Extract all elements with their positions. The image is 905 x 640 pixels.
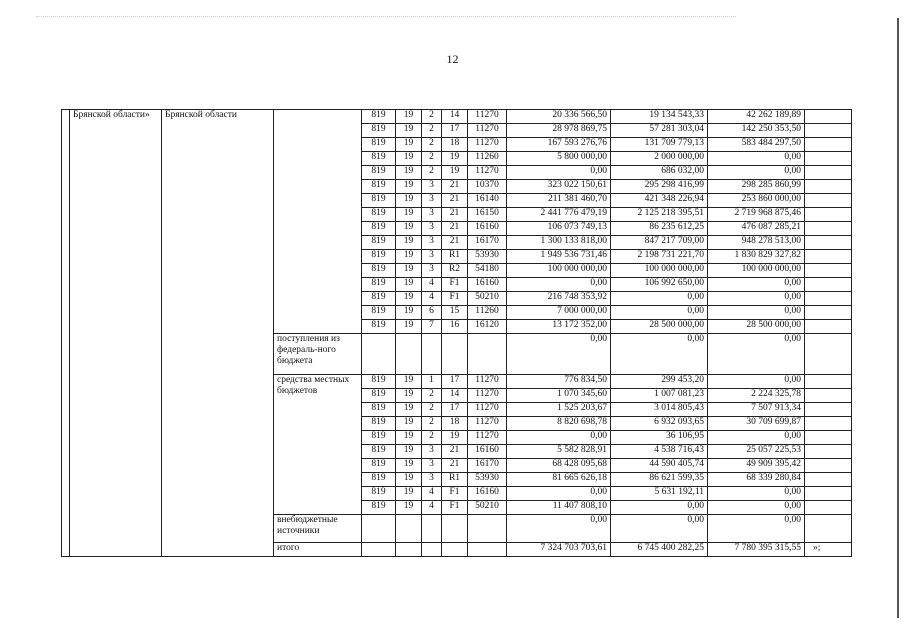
ministry-code: 819 xyxy=(362,306,396,320)
value-2019: 2 441 776 479,19 xyxy=(507,208,611,222)
section-code: 19 xyxy=(396,292,422,306)
value-2019: 776 834,50 xyxy=(507,375,611,389)
extra-column xyxy=(805,236,852,250)
ministry-code: 819 xyxy=(362,278,396,292)
value-2020: 0,00 xyxy=(611,292,708,306)
value-2021: 253 860 000,00 xyxy=(708,194,805,208)
value-2019: 20 336 566,50 xyxy=(507,110,611,124)
value-2019: 1 949 536 731,46 xyxy=(507,250,611,264)
extra-column xyxy=(805,487,852,501)
subsection-code: 4 xyxy=(422,278,442,292)
section-code: 19 xyxy=(396,375,422,389)
item-code: 16140 xyxy=(468,194,507,208)
ministry-code: 819 xyxy=(362,487,396,501)
item-code: 16160 xyxy=(468,278,507,292)
closing-quote: »; xyxy=(805,543,852,557)
value-2021: 0,00 xyxy=(708,515,805,543)
value-2020: 6 932 093,65 xyxy=(611,417,708,431)
section-code: 19 xyxy=(396,320,422,334)
section-code: 19 xyxy=(396,264,422,278)
ministry-code: 819 xyxy=(362,180,396,194)
program-code: 21 xyxy=(442,459,468,473)
value-2020: 19 134 543,33 xyxy=(611,110,708,124)
item-code: 11270 xyxy=(468,431,507,445)
funding-source: внебюджетные источники xyxy=(274,515,362,543)
extra-column xyxy=(805,473,852,487)
section-code: 19 xyxy=(396,222,422,236)
program-code xyxy=(442,515,468,543)
ministry-code: 819 xyxy=(362,445,396,459)
subsection-code: 2 xyxy=(422,166,442,180)
item-code: 16160 xyxy=(468,487,507,501)
value-2019: 7 000 000,00 xyxy=(507,306,611,320)
item-code: 50210 xyxy=(468,501,507,515)
value-2020: 686 032,00 xyxy=(611,166,708,180)
subsection-code: 4 xyxy=(422,501,442,515)
item-code: 10370 xyxy=(468,180,507,194)
section-code: 19 xyxy=(396,417,422,431)
value-2019: 211 381 460,70 xyxy=(507,194,611,208)
item-code: 11270 xyxy=(468,110,507,124)
item-code: 16160 xyxy=(468,445,507,459)
extra-column xyxy=(805,431,852,445)
value-2020: 0,00 xyxy=(611,334,708,375)
scan-artifact-line xyxy=(36,16,736,23)
subsection-code: 3 xyxy=(422,250,442,264)
value-2021: 68 339 280,84 xyxy=(708,473,805,487)
subsection-code: 2 xyxy=(422,431,442,445)
item-code: 11270 xyxy=(468,403,507,417)
subsection-code: 2 xyxy=(422,138,442,152)
program-code: 21 xyxy=(442,194,468,208)
subsection-code: 2 xyxy=(422,403,442,417)
value-2021: 0,00 xyxy=(708,166,805,180)
section-code: 19 xyxy=(396,487,422,501)
value-2019: 5 800 000,00 xyxy=(507,152,611,166)
funding-source xyxy=(274,110,362,334)
item-code: 16150 xyxy=(468,208,507,222)
value-2020: 100 000 000,00 xyxy=(611,264,708,278)
item-code: 11260 xyxy=(468,152,507,166)
section-code: 19 xyxy=(396,501,422,515)
item-code xyxy=(468,515,507,543)
executor-name: Брянской области xyxy=(162,110,274,557)
value-2019: 8 820 698,78 xyxy=(507,417,611,431)
value-2021: 0,00 xyxy=(708,306,805,320)
subsection-code: 3 xyxy=(422,180,442,194)
ministry-code: 819 xyxy=(362,152,396,166)
ministry-code: 819 xyxy=(362,459,396,473)
ministry-code: 819 xyxy=(362,473,396,487)
value-2021: 0,00 xyxy=(708,487,805,501)
value-2021: 0,00 xyxy=(708,501,805,515)
item-code: 11270 xyxy=(468,375,507,389)
extra-column xyxy=(805,417,852,431)
value-2019: 167 593 276,76 xyxy=(507,138,611,152)
subsection-code: 2 xyxy=(422,124,442,138)
ministry-code: 819 xyxy=(362,320,396,334)
value-2021-total: 7 780 395 315,55 xyxy=(708,543,805,557)
subprogram-name: Брянской области» xyxy=(70,110,162,557)
subsection-code: 1 xyxy=(422,375,442,389)
value-2020: 28 500 000,00 xyxy=(611,320,708,334)
section-code: 19 xyxy=(396,208,422,222)
ministry-code: 819 xyxy=(362,194,396,208)
value-2021: 28 500 000,00 xyxy=(708,320,805,334)
extra-column xyxy=(805,124,852,138)
program-code: R1 xyxy=(442,250,468,264)
value-2019: 0,00 xyxy=(507,487,611,501)
ministry-code: 819 xyxy=(362,264,396,278)
section-code: 19 xyxy=(396,306,422,320)
total-empty-code xyxy=(396,543,422,557)
section-code: 19 xyxy=(396,389,422,403)
subsection-code: 3 xyxy=(422,208,442,222)
program-code: R2 xyxy=(442,264,468,278)
extra-column xyxy=(805,292,852,306)
subsection-code: 2 xyxy=(422,152,442,166)
ministry-code: 819 xyxy=(362,236,396,250)
item-code: 11270 xyxy=(468,124,507,138)
ministry-code: 819 xyxy=(362,124,396,138)
value-2020: 2 198 731 221,70 xyxy=(611,250,708,264)
section-code: 19 xyxy=(396,180,422,194)
program-code: 19 xyxy=(442,152,468,166)
item-code: 11270 xyxy=(468,389,507,403)
value-2020: 0,00 xyxy=(611,501,708,515)
program-code: 21 xyxy=(442,236,468,250)
value-2021: 948 278 513,00 xyxy=(708,236,805,250)
item-code: 16160 xyxy=(468,222,507,236)
section-code xyxy=(396,334,422,375)
value-2021: 0,00 xyxy=(708,431,805,445)
total-empty-code xyxy=(468,543,507,557)
program-code: 19 xyxy=(442,431,468,445)
table-row xyxy=(62,110,852,124)
value-2019: 11 407 808,10 xyxy=(507,501,611,515)
value-2021: 2 224 325,78 xyxy=(708,389,805,403)
ministry-code: 819 xyxy=(362,375,396,389)
program-code: F1 xyxy=(442,292,468,306)
value-2019: 1 300 133 818,00 xyxy=(507,236,611,250)
value-2019: 68 428 095,68 xyxy=(507,459,611,473)
subsection-code: 3 xyxy=(422,264,442,278)
value-2019: 0,00 xyxy=(507,278,611,292)
budget-table xyxy=(61,109,852,557)
value-2020: 295 298 416,99 xyxy=(611,180,708,194)
page-number: 12 xyxy=(446,52,459,66)
extra-column xyxy=(805,138,852,152)
value-2021: 0,00 xyxy=(708,375,805,389)
subsection-code xyxy=(422,515,442,543)
extra-column xyxy=(805,110,852,124)
ministry-code: 819 xyxy=(362,208,396,222)
program-code xyxy=(442,334,468,375)
margin-column xyxy=(62,110,70,557)
total-empty-code xyxy=(422,543,442,557)
value-2019: 0,00 xyxy=(507,431,611,445)
section-code: 19 xyxy=(396,473,422,487)
extra-column xyxy=(805,250,852,264)
section-code: 19 xyxy=(396,250,422,264)
section-code: 19 xyxy=(396,166,422,180)
scan-edge-line xyxy=(897,18,899,618)
ministry-code xyxy=(362,515,396,543)
program-code: 17 xyxy=(442,124,468,138)
ministry-code: 819 xyxy=(362,501,396,515)
value-2020: 3 014 805,43 xyxy=(611,403,708,417)
subsection-code: 3 xyxy=(422,194,442,208)
value-2020: 2 125 218 395,51 xyxy=(611,208,708,222)
value-2019: 100 000 000,00 xyxy=(507,264,611,278)
item-code: 16170 xyxy=(468,236,507,250)
item-code: 53930 xyxy=(468,250,507,264)
value-2020: 0,00 xyxy=(611,515,708,543)
item-code: 11270 xyxy=(468,138,507,152)
ministry-code: 819 xyxy=(362,222,396,236)
program-code: 17 xyxy=(442,375,468,389)
ministry-code: 819 xyxy=(362,138,396,152)
value-2019: 5 582 828,91 xyxy=(507,445,611,459)
ministry-code: 819 xyxy=(362,403,396,417)
program-code: F1 xyxy=(442,501,468,515)
extra-column xyxy=(805,445,852,459)
ministry-code xyxy=(362,334,396,375)
value-2020: 36 106,95 xyxy=(611,431,708,445)
value-2019: 323 022 150,61 xyxy=(507,180,611,194)
extra-column xyxy=(805,501,852,515)
ministry-code: 819 xyxy=(362,292,396,306)
section-code: 19 xyxy=(396,445,422,459)
value-2020: 86 621 599,35 xyxy=(611,473,708,487)
item-code: 16170 xyxy=(468,459,507,473)
value-2021: 0,00 xyxy=(708,278,805,292)
section-code: 19 xyxy=(396,431,422,445)
value-2020-total: 6 745 400 282,25 xyxy=(611,543,708,557)
value-2020: 1 007 081,23 xyxy=(611,389,708,403)
section-code: 19 xyxy=(396,278,422,292)
value-2021: 0,00 xyxy=(708,334,805,375)
extra-column xyxy=(805,389,852,403)
value-2020: 106 992 650,00 xyxy=(611,278,708,292)
value-2020: 57 281 303,04 xyxy=(611,124,708,138)
value-2021: 583 484 297,50 xyxy=(708,138,805,152)
program-code: 17 xyxy=(442,403,468,417)
total-empty-code xyxy=(442,543,468,557)
ministry-code: 819 xyxy=(362,417,396,431)
program-code: 19 xyxy=(442,166,468,180)
value-2019: 0,00 xyxy=(507,166,611,180)
value-2020: 847 217 709,00 xyxy=(611,236,708,250)
subsection-code: 2 xyxy=(422,110,442,124)
extra-column xyxy=(805,278,852,292)
extra-column xyxy=(805,515,852,543)
program-code: 16 xyxy=(442,320,468,334)
extra-column xyxy=(805,403,852,417)
subsection-code: 4 xyxy=(422,487,442,501)
extra-column xyxy=(805,222,852,236)
extra-column xyxy=(805,180,852,194)
item-code: 53930 xyxy=(468,473,507,487)
value-2020: 44 590 405,74 xyxy=(611,459,708,473)
program-code: 21 xyxy=(442,222,468,236)
subsection-code: 2 xyxy=(422,389,442,403)
value-2019: 1 525 203,67 xyxy=(507,403,611,417)
value-2019: 1 070 345,60 xyxy=(507,389,611,403)
value-2021: 30 709 699,87 xyxy=(708,417,805,431)
extra-column xyxy=(805,208,852,222)
section-code: 19 xyxy=(396,403,422,417)
item-code: 11270 xyxy=(468,166,507,180)
subsection-code: 3 xyxy=(422,445,442,459)
subsection-code: 4 xyxy=(422,292,442,306)
ministry-code: 819 xyxy=(362,250,396,264)
section-code: 19 xyxy=(396,236,422,250)
value-2019: 0,00 xyxy=(507,334,611,375)
value-2019: 0,00 xyxy=(507,515,611,543)
section-code: 19 xyxy=(396,152,422,166)
value-2020: 4 538 716,43 xyxy=(611,445,708,459)
value-2020: 299 453,20 xyxy=(611,375,708,389)
section-code: 19 xyxy=(396,194,422,208)
item-code xyxy=(468,334,507,375)
program-code: F1 xyxy=(442,487,468,501)
value-2021: 476 087 285,21 xyxy=(708,222,805,236)
ministry-code: 819 xyxy=(362,166,396,180)
funding-source: средства местных бюджетов xyxy=(274,375,362,515)
item-code: 50210 xyxy=(468,292,507,306)
section-code xyxy=(396,515,422,543)
extra-column xyxy=(805,166,852,180)
program-code: R1 xyxy=(442,473,468,487)
item-code: 16120 xyxy=(468,320,507,334)
value-2021: 0,00 xyxy=(708,152,805,166)
subsection-code: 3 xyxy=(422,236,442,250)
value-2020: 0,00 xyxy=(611,306,708,320)
subsection-code: 3 xyxy=(422,222,442,236)
value-2019: 81 665 626,18 xyxy=(507,473,611,487)
ministry-code: 819 xyxy=(362,431,396,445)
total-label: итого xyxy=(274,543,362,557)
section-code: 19 xyxy=(396,138,422,152)
extra-column xyxy=(805,459,852,473)
program-code: 21 xyxy=(442,208,468,222)
value-2021: 142 250 353,50 xyxy=(708,124,805,138)
value-2020: 86 235 612,25 xyxy=(611,222,708,236)
program-code: 18 xyxy=(442,417,468,431)
extra-column xyxy=(805,306,852,320)
item-code: 11270 xyxy=(468,417,507,431)
value-2021: 0,00 xyxy=(708,292,805,306)
value-2021: 42 262 189,89 xyxy=(708,110,805,124)
program-code: 21 xyxy=(442,445,468,459)
subsection-code: 3 xyxy=(422,473,442,487)
subsection-code xyxy=(422,334,442,375)
value-2021: 100 000 000,00 xyxy=(708,264,805,278)
value-2019: 28 978 869,75 xyxy=(507,124,611,138)
subsection-code: 3 xyxy=(422,459,442,473)
value-2021: 298 285 860,99 xyxy=(708,180,805,194)
extra-column xyxy=(805,334,852,375)
subsection-code: 7 xyxy=(422,320,442,334)
subsection-code: 2 xyxy=(422,417,442,431)
program-code: 14 xyxy=(442,389,468,403)
value-2020: 2 000 000,00 xyxy=(611,152,708,166)
item-code: 54180 xyxy=(468,264,507,278)
value-2019: 13 172 352,00 xyxy=(507,320,611,334)
total-empty-code xyxy=(362,543,396,557)
extra-column xyxy=(805,320,852,334)
extra-column xyxy=(805,264,852,278)
extra-column xyxy=(805,152,852,166)
program-code: 18 xyxy=(442,138,468,152)
subsection-code: 6 xyxy=(422,306,442,320)
item-code: 11260 xyxy=(468,306,507,320)
value-2019: 106 073 749,13 xyxy=(507,222,611,236)
extra-column xyxy=(805,194,852,208)
value-2020: 5 631 192,11 xyxy=(611,487,708,501)
program-code: 14 xyxy=(442,110,468,124)
funding-source: поступления из федераль-ного бюджета xyxy=(274,334,362,375)
value-2021: 1 830 829 327,82 xyxy=(708,250,805,264)
value-2021: 7 507 913,34 xyxy=(708,403,805,417)
ministry-code: 819 xyxy=(362,389,396,403)
extra-column xyxy=(805,375,852,389)
program-code: 15 xyxy=(442,306,468,320)
value-2021: 2 719 968 875,46 xyxy=(708,208,805,222)
value-2019: 216 748 353,92 xyxy=(507,292,611,306)
value-2021: 25 057 225,53 xyxy=(708,445,805,459)
program-code: 21 xyxy=(442,180,468,194)
ministry-code: 819 xyxy=(362,110,396,124)
value-2020: 131 709 779,13 xyxy=(611,138,708,152)
section-code: 19 xyxy=(396,110,422,124)
program-code: F1 xyxy=(442,278,468,292)
section-code: 19 xyxy=(396,459,422,473)
value-2021: 49 909 395,42 xyxy=(708,459,805,473)
value-2019-total: 7 324 703 703,61 xyxy=(507,543,611,557)
value-2020: 421 348 226,94 xyxy=(611,194,708,208)
section-code: 19 xyxy=(396,124,422,138)
